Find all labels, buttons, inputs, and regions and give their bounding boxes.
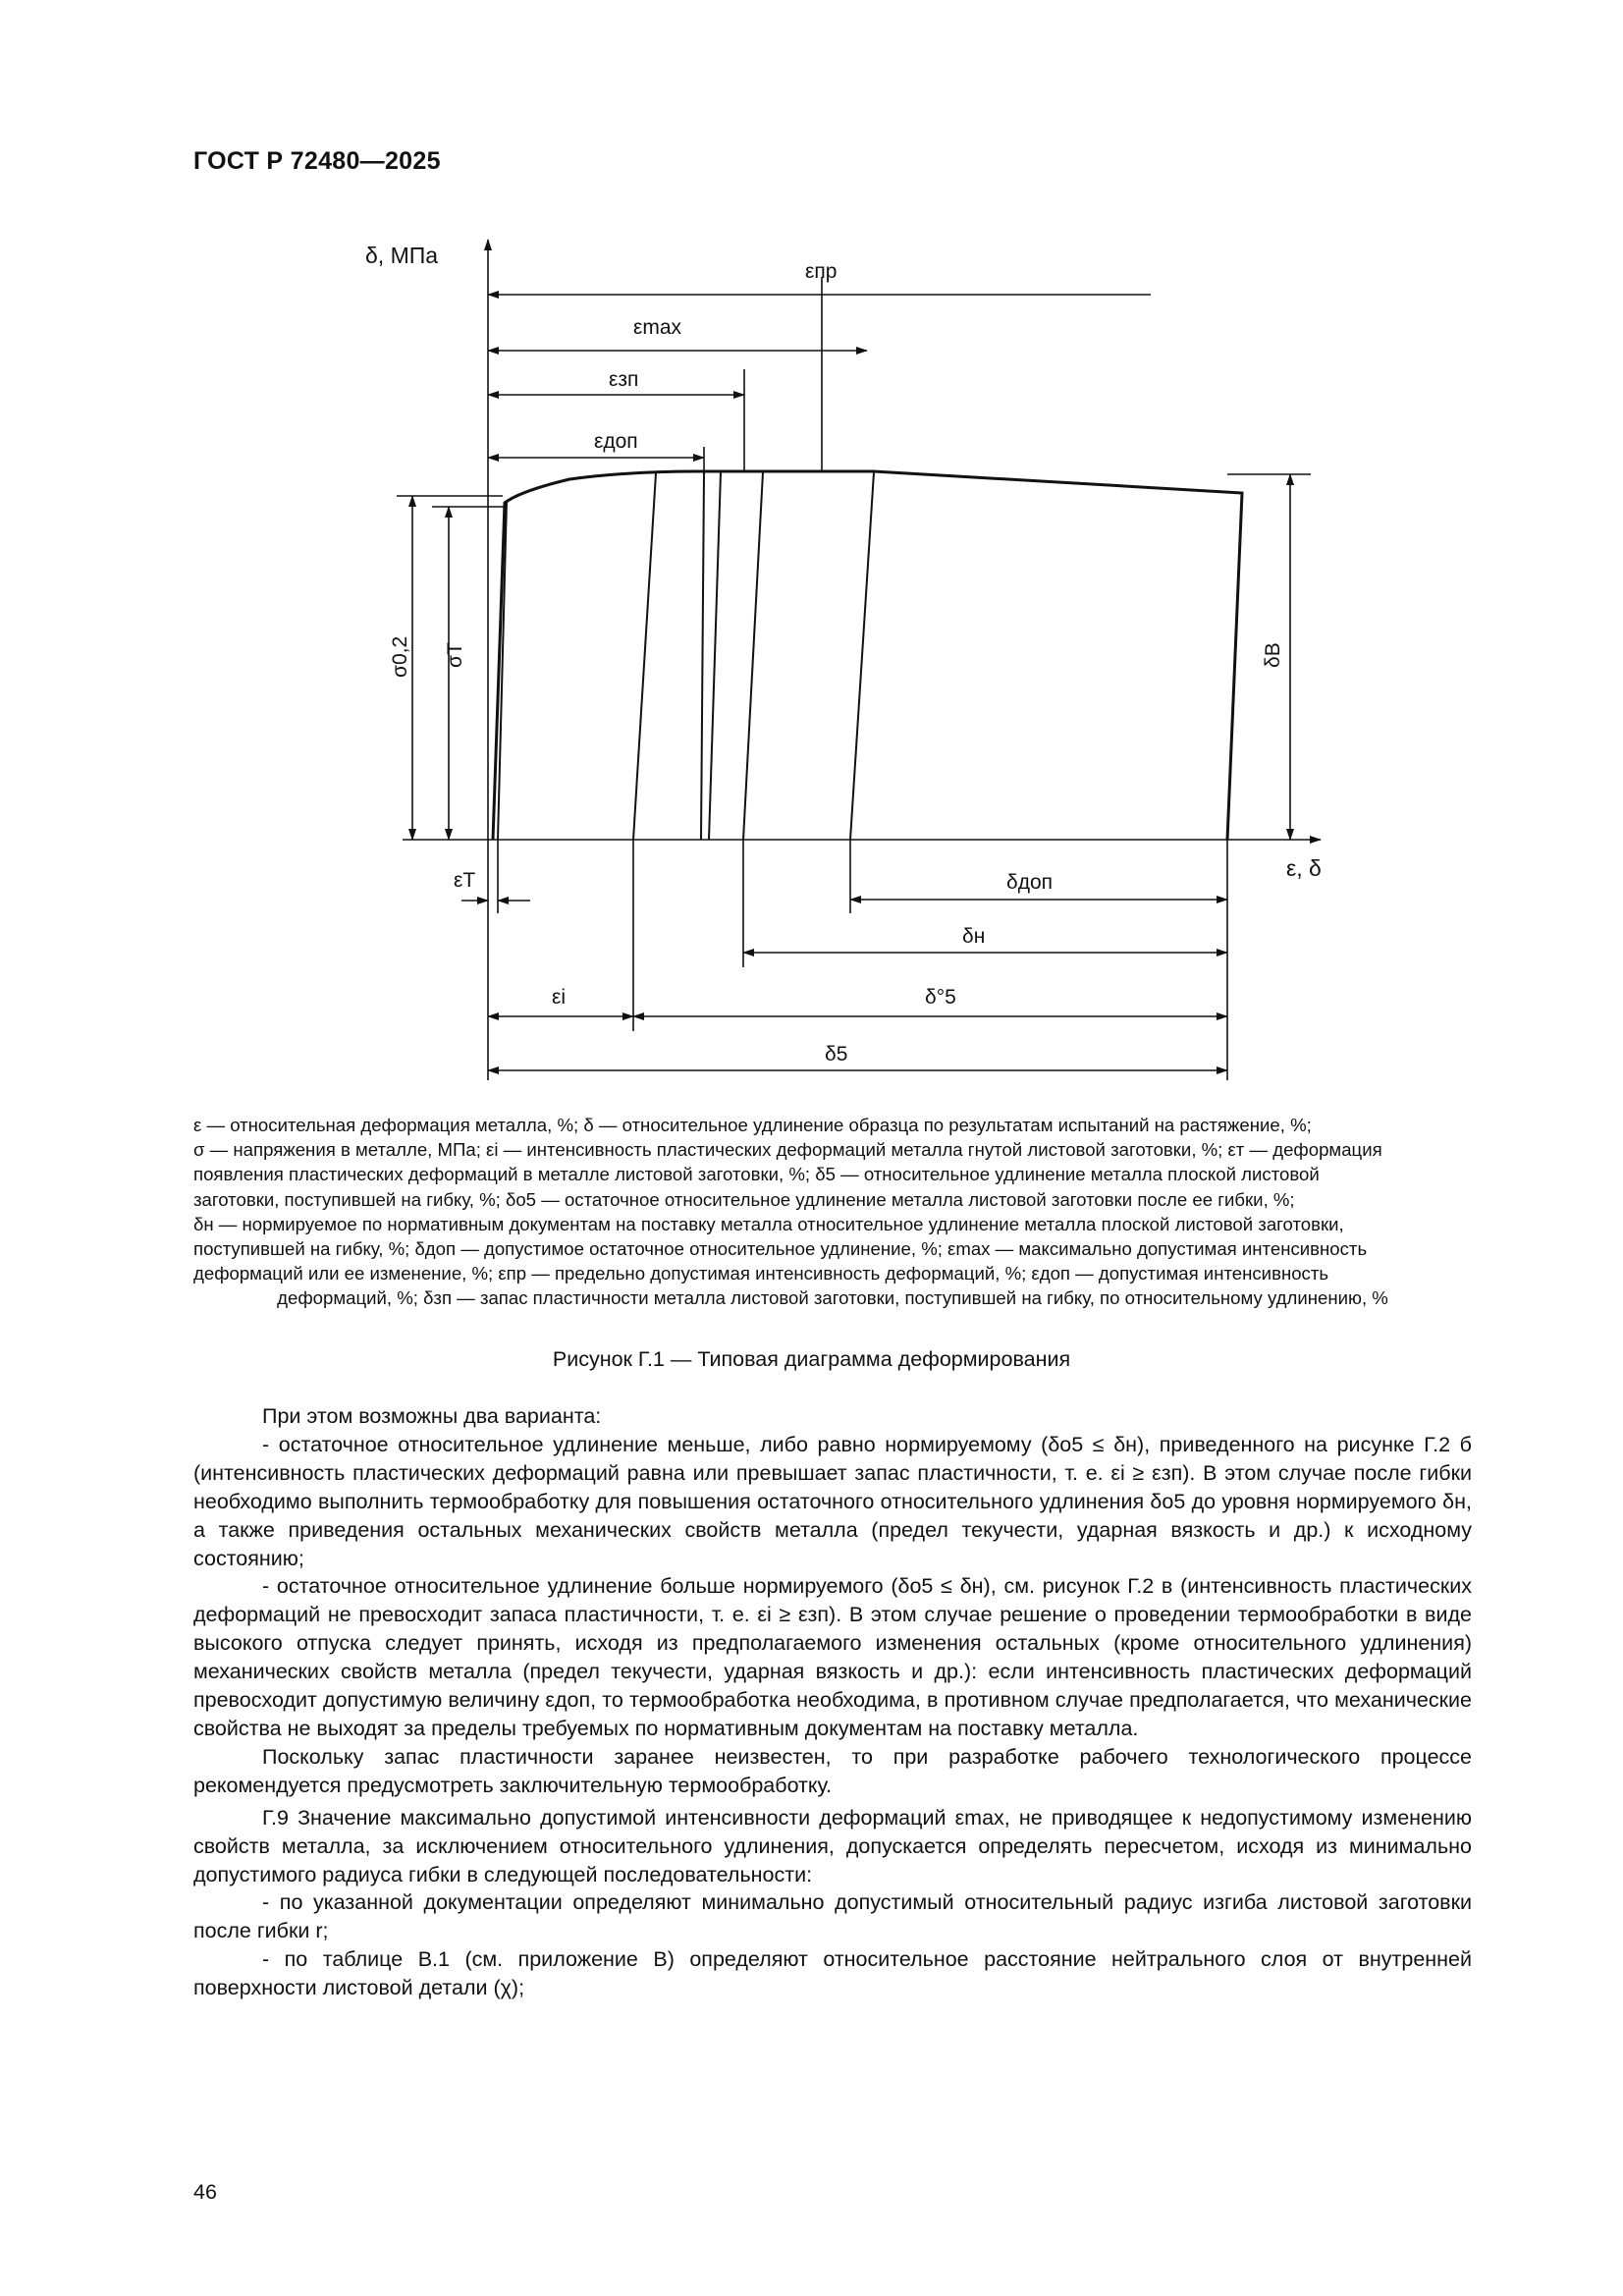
paragraph: При этом возможны два варианта:	[262, 1404, 602, 1428]
paragraph: - по таблице В.1 (см. приложение В) определяют относительное расстояние нейтрального слоя от внутренней поверхности листовой детали (χ);	[193, 1947, 1472, 2000]
paragraph: - по указанной документации определяют минимально допустимый относительный радиус изгиба листовой заготовки после гибки r;	[193, 1890, 1472, 1943]
label-eps-pr: εпр	[805, 260, 838, 283]
label-eps-max: εmax	[633, 316, 682, 339]
label-eps-zp: εзп	[609, 368, 639, 391]
page-number: 46	[193, 2180, 217, 2204]
paragraph: Г.9 Значение максимально допустимой интенсивности деформаций εmax, не приводящее к недопустимому изменению свойств металла, за исключением относительного удлинения, допускается определять пересчетом, исходя из минимально допустимого радиуса гибки в следующей последовательности:	[193, 1805, 1472, 1886]
label-delta5-residual: δ°5	[925, 986, 956, 1009]
label-sigma-t: σT	[444, 642, 466, 668]
label-delta-v: δB	[1262, 642, 1284, 668]
legend-line: деформаций или ее изменение, %; εпр — предельно допустимая интенсивность деформаций, %; εдоп — допустимая интенсивность	[193, 1263, 1329, 1285]
label-eps-t: εT	[454, 869, 476, 892]
label-delta-n: δн	[962, 925, 986, 948]
label-eps-dop: εдоп	[594, 430, 638, 453]
legend-line: появления пластических деформаций в металле листовой заготовки, %; δ5 — относительное удлинение металла плоской листовой	[193, 1164, 1320, 1185]
y-axis-label: δ, МПа	[365, 243, 439, 268]
stress-strain-curve	[493, 471, 1242, 840]
legend-line: деформаций, %; δзп — запас пластичности металла листовой заготовки, поступившей на гибку, по относительному удлинению, %	[277, 1287, 1388, 1309]
label-delta5: δ5	[825, 1043, 848, 1066]
x-axis-label: ε, δ	[1286, 855, 1322, 881]
figure-legend	[193, 1113, 1472, 1311]
legend-line: поступившей на гибку, %; δдоп — допустимое остаточное относительное удлинение, %; εmax — максимально допустимая интенсивность	[193, 1238, 1368, 1260]
paragraph: - остаточное относительное удлинение больше нормируемого (δо5 ≤ δн), см. рисунок Г.2 в (интенсивность пластических деформаций не превосходит запаса пластичности, т. е. εi ≥ εзп). В этом случае решение о проведении термообработки в виде высокого отпуска следует принять, исходя из предполагаемого изменения остальных (кроме относительного удлинения) механических свойств металла (предел текучести, ударная вязкость и др.): если интенсивность пластических деформаций превосходит допустимую величину εдоп, то термообработка необходима, в противном случае предполагается, что механические свойства не выходят за пределы требуемых по нормативным документам на поставку металла.	[193, 1574, 1472, 1740]
document-header: ГОСТ Р 72480—2025	[193, 147, 441, 175]
deformation-diagram	[334, 226, 1345, 1090]
legend-line: δн — нормируемое по нормативным документам на поставку металла относительное удлинение металла плоской листовой заготовки,	[193, 1213, 1344, 1234]
body-text	[193, 1402, 1472, 2002]
legend-line: σ — напряжения в металле, МПа; εi — интенсивность пластических деформаций металла гнутой листовой заготовки, %; εт — деформация	[193, 1139, 1382, 1161]
label-sigma-02: σ0,2	[389, 635, 411, 678]
paragraph: Поскольку запас пластичности заранее неизвестен, то при разработке рабочего технологического процессе рекомендуется предусмотреть заключительную термообработку.	[193, 1744, 1472, 1797]
label-eps-i: εi	[552, 986, 567, 1009]
paragraph: - остаточное относительное удлинение меньше, либо равно нормируемому (δо5 ≤ δн), приведенного на рисунке Г.2 б (интенсивность пластических деформаций равна или превышает запас пластичности, т. е. εi ≥ εзп). В этом случае после гибки необходимо выполнить термообработку для повышения остаточного относительного удлинения δо5 до уровня нормируемого δн, а также приведения остальных механических свойств металла (предел текучести, ударная вязкость и др.) к исходному состоянию;	[193, 1432, 1472, 1570]
label-delta-dop: δдоп	[1006, 871, 1053, 894]
legend-line: заготовки, поступившей на гибку, %; δо5 — остаточное относительное удлинение металла листовой заготовки после ее гибки, %;	[193, 1188, 1295, 1210]
figure-caption: Рисунок Г.1 — Типовая диаграмма деформирования	[552, 1347, 1071, 1371]
legend-line: ε — относительная деформация металла, %; δ — относительное удлинение образца по результатам испытаний на растяжение, %;	[193, 1115, 1312, 1135]
